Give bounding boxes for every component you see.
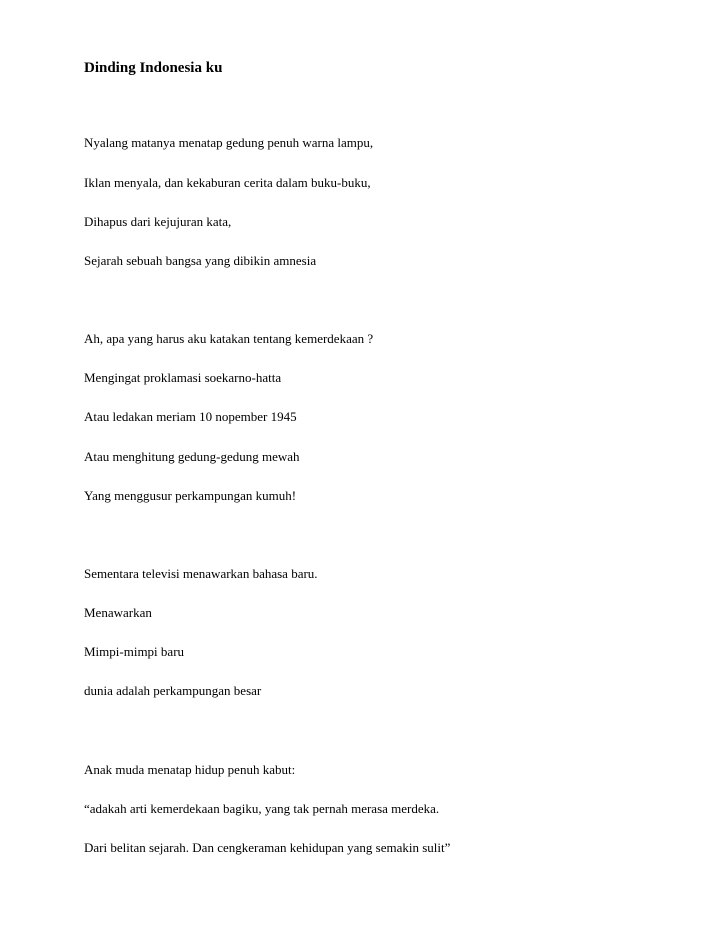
poem-line: dunia adalah perkampungan besar xyxy=(84,683,262,698)
poem-line: Atau ledakan meriam 10 nopember 1945 xyxy=(84,409,297,424)
poem-title: Dinding Indonesia ku xyxy=(84,60,223,76)
poem-line: Dihapus dari kejujuran kata, xyxy=(84,214,232,229)
poem-line: Iklan menyala, dan kekaburan cerita dalam buku-buku, xyxy=(84,175,371,190)
poem-line: Menawarkan xyxy=(84,605,152,620)
poem-line: Sementara televisi menawarkan bahasa baru. xyxy=(84,566,318,581)
poem-line: Ah, apa yang harus aku katakan tentang kemerdekaan ? xyxy=(84,331,374,346)
poem-line: Atau menghitung gedung-gedung mewah xyxy=(84,449,300,464)
poem-line: Mimpi-mimpi baru xyxy=(84,644,185,659)
poem-line: Yang menggusur perkampungan kumuh! xyxy=(84,488,297,503)
poem-line: Mengingat proklamasi soekarno-hatta xyxy=(84,370,282,385)
poem-line: Anak muda menatap hidup penuh kabut: xyxy=(84,762,296,777)
poem-line: Dari belitan sejarah. Dan cengkeraman kehidupan yang semakin sulit” xyxy=(84,840,451,855)
poem-line: “adakah arti kemerdekaan bagiku, yang tak pernah merasa merdeka. xyxy=(84,801,440,816)
poem-line: Sejarah sebuah bangsa yang dibikin amnesia xyxy=(84,253,317,268)
poem-line: Nyalang matanya menatap gedung penuh warna lampu, xyxy=(84,135,374,150)
